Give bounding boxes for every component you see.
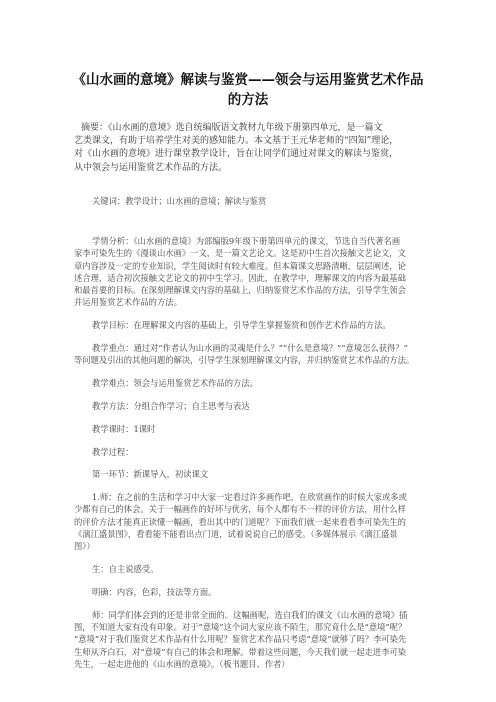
text-line: 《漓江盛景图》，看看能不能看出点门道，试着说说自己的感受。（多媒体展示《漓江盛景 (74, 529, 398, 540)
text-line: 家李可染先生的《漫谈山水画》一文，是一篇文艺论文。这是初中生首次接触文艺论文，文 (74, 248, 406, 259)
teaching-difficulty: 教学难点：领会与运用鉴赏艺术作品的方法。 (92, 378, 258, 389)
text-line: 和最首要的目标。在深刻理解课文内容的基础上，归纳鉴赏艺术作品的方法，引导学生领会 (74, 285, 406, 296)
document-title-line-2: 的方法 (227, 92, 269, 108)
text-line: 述合理，适合初次接触文艺论文的初中生学习。因此，在教学中，理解课文的内容为最基础 (74, 272, 406, 283)
abstract-line: 从中领会与运用鉴赏艺术作品的方法。 (74, 162, 228, 173)
text-line: 等问题及引出的其他问题的解决，引导学生深刻理解课文内容，并归纳鉴赏艺术作品的方法。 (74, 355, 415, 366)
teaching-time: 教学课时：1课时 (92, 423, 156, 434)
teacher-followup-paragraph (74, 609, 424, 670)
keywords: 关键词：教学设计；山水画的意境；解读与鉴赏 (92, 196, 267, 206)
teaching-goal: 教学目标：在理解课文内容的基础上，引导学生掌握鉴赏和创作艺术作品的方法。 (92, 320, 391, 331)
text-line: 教学重点：通过对“作者认为山水画的灵魂是什么？”“什么是意境？”“意境怎么获得？” (92, 343, 408, 354)
text-line: 并运用鉴赏艺术作品的方法。 (74, 297, 182, 308)
text-line: 图》） (74, 541, 95, 552)
text-line: 学情分析：《山水画的意境》为部编版9年级下册第四单元的课文，节选自当代著名画 (92, 236, 401, 246)
text-line: 图，不知道大家有没有印象。对于“意境”这个词大家应该不陌生，那究竟什么是“意境”呢？ (74, 622, 407, 633)
text-line: 的评价方法才能真正读懂一幅画，看出其中的门道呢？下面我们就一起来看看李可染先生的 (74, 516, 406, 527)
teaching-process-heading: 教学过程： (92, 446, 134, 457)
text-line: 先生，一起走进他的《山水画的意境》。（板书题目、作者） (74, 658, 290, 669)
abstract-line: 艺类课文，有助于培养学生对美的感知能力。本文基于王元华老师的“四知”理论， (74, 136, 399, 147)
abstract-line: 对《山水画的意境》进行课堂教学设计，旨在让同学们通过对课文的解读与鉴赏， (74, 149, 399, 160)
document-title-line-1: 《山水画的意境》解读与鉴赏——领会与运用鉴赏艺术作品 (72, 72, 424, 88)
text-line: 1.师：在之前的生活和学习中大家一定看过许多画作吧，在欣赏画作的时候大家或多或 (92, 492, 407, 503)
clarification: 明确：内容，色彩，技法等方面。 (92, 586, 217, 597)
step-one-heading: 第一环节：新课导入，初读课文 (92, 469, 209, 480)
text-line: 师：同学们体会到的还是非常全面的。这幅画呢，选自我们的课文《山水画的意境》插 (92, 609, 408, 620)
teaching-key-points (74, 342, 424, 367)
teaching-method: 教学方法：分组合作学习；自主思考与表达 (92, 400, 250, 411)
text-line: 少都有自己的体会。关于一幅画作的好坏与优劣，每个人都有不一样的评价方法，用什么样 (74, 504, 406, 515)
learning-analysis-paragraph (74, 235, 424, 309)
teacher-intro-paragraph (74, 491, 424, 552)
student-response: 生：自主说感受。 (92, 564, 159, 575)
body-section (74, 235, 424, 681)
abstract-line: 摘要：《山水画的意境》选自统编版语文教材九年级下册第四单元，是一篇文 (81, 123, 383, 133)
text-line: 生师从齐白石，对“意境”有自己的体会和理解。带着这些问题，今天我们就一起走进李可染 (74, 646, 407, 657)
text-line: “意境”对于我们鉴赏艺术作品有什么用呢？鉴赏艺术作品只考虑“意境”就够了吗？李可染先 (74, 634, 407, 645)
abstract-section (74, 122, 424, 175)
text-line: 章内容涉及一定的专业知识，学生阅读时有较大难度。但本篇课文思路清晰，层层阐述，论 (74, 260, 406, 271)
